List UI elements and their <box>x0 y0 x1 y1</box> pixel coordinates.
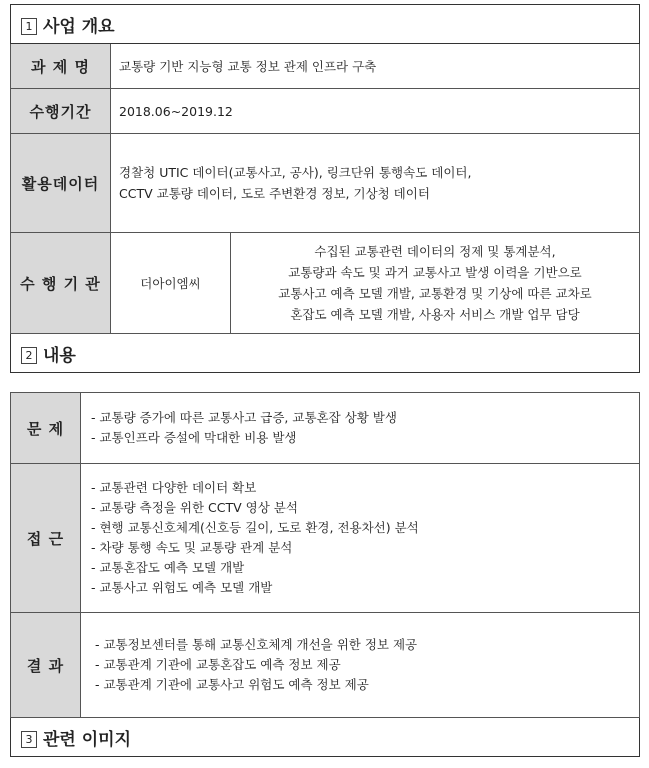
list-item: - 교통량 측정을 위한 CCTV 영상 분석 <box>91 500 298 515</box>
row-period <box>11 89 640 134</box>
agency-role-line: 교통사고 예측 모델 개발, 교통환경 및 기상에 따른 교차로 <box>278 286 592 301</box>
list-approach <box>81 464 640 613</box>
value-agency-name: 더아이엠씨 <box>111 233 231 334</box>
row-approach <box>11 464 640 613</box>
list-item: - 교통관련 다양한 데이터 확보 <box>91 480 257 495</box>
list-item: - 차량 통행 속도 및 교통량 관계 분석 <box>91 540 293 555</box>
list-item: - 교통정보센터를 통해 교통신호체계 개선을 위한 정보 제공 <box>95 637 418 652</box>
value-project-name: 교통량 기반 지능형 교통 정보 관제 인프라 구축 <box>111 44 640 89</box>
list-result <box>81 613 640 718</box>
agency-role-line: 혼잡도 예측 모델 개발, 사용자 서비스 개발 업무 담당 <box>290 307 580 322</box>
value-period: 2018.06~2019.12 <box>111 89 640 134</box>
label-result: 결 과 <box>11 613 81 718</box>
section-header-images <box>11 718 640 757</box>
list-item: - 교통혼잡도 예측 모델 개발 <box>91 560 245 575</box>
section-number: 3 <box>21 731 37 748</box>
list-item: - 교통관계 기관에 교통사고 위험도 예측 정보 제공 <box>95 677 369 692</box>
label-approach: 접 근 <box>11 464 81 613</box>
content-table <box>10 392 640 757</box>
list-item: - 교통사고 위험도 예측 모델 개발 <box>91 580 273 595</box>
section-header-content <box>11 334 640 373</box>
agency-role-line: 교통량과 속도 및 과거 교통사고 발생 이력을 기반으로 <box>288 265 582 280</box>
list-item: - 현행 교통신호체계(신호등 길이, 도로 환경, 전용차선) 분석 <box>91 520 419 535</box>
section-number: 1 <box>21 18 37 35</box>
overview-table <box>10 4 640 373</box>
label-project-name: 과 제 명 <box>11 44 111 89</box>
section-title: 내용 <box>43 345 76 366</box>
value-data-used <box>111 134 640 233</box>
section-header-overview <box>11 5 640 44</box>
label-data-used: 활용데이터 <box>11 134 111 233</box>
section-title: 관련 이미지 <box>43 729 132 750</box>
section-title: 사업 개요 <box>43 16 115 37</box>
list-item: - 교통관계 기관에 교통혼잡도 예측 정보 제공 <box>95 657 341 672</box>
data-used-line: CCTV 교통량 데이터, 도로 주변환경 정보, 기상청 데이터 <box>119 186 430 201</box>
row-project-name <box>11 44 640 89</box>
row-result <box>11 613 640 718</box>
section-number: 2 <box>21 347 37 364</box>
list-item: - 교통량 증가에 따른 교통사고 급증, 교통혼잡 상황 발생 <box>91 410 397 425</box>
row-agency <box>11 233 640 334</box>
label-agency: 수 행 기 관 <box>11 233 111 334</box>
row-data-used <box>11 134 640 233</box>
data-used-line: 경찰청 UTIC 데이터(교통사고, 공사), 링크단위 통행속도 데이터, <box>119 165 472 180</box>
list-problem <box>81 393 640 464</box>
label-period: 수행기간 <box>11 89 111 134</box>
label-problem: 문 제 <box>11 393 81 464</box>
value-agency-role <box>231 233 640 334</box>
agency-role-line: 수집된 교통관련 데이터의 정제 및 통계분석, <box>314 244 556 259</box>
row-problem <box>11 393 640 464</box>
list-item: - 교통인프라 증설에 막대한 비용 발생 <box>91 430 297 445</box>
